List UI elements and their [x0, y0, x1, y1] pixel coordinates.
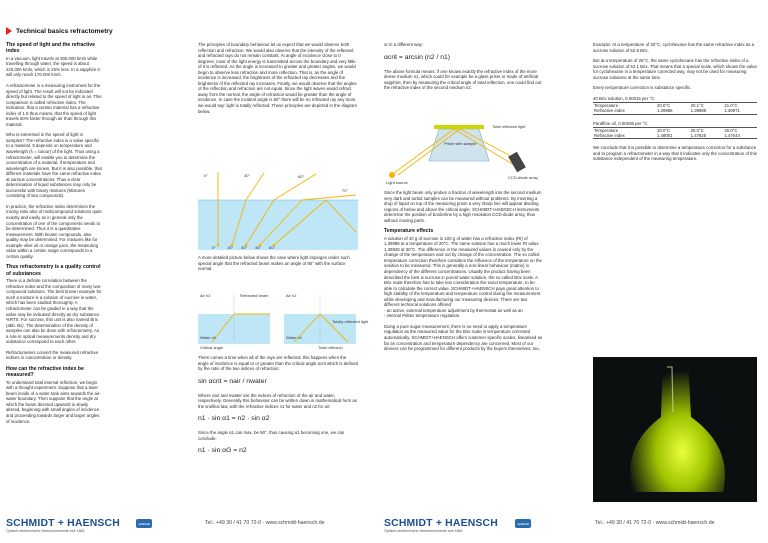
paragraph: We conclude that it is possible to determine a temperature correction for a substance and to program a refractometer in a way that it indicates only the concentration of this substance independent of the measuring temperature. [593, 145, 757, 162]
table-caption: 40 Brix solution, 0.00015 per °C [593, 95, 655, 101]
brand-tagline: Optisch-elektronische Messinstrumente seit 1864 [6, 529, 85, 533]
bullet: - internal Peltier temperature regulation. [384, 313, 461, 319]
paragraph: A solution of 40 g of sucrose in 100 g of water has a refractive index (RI) of 1.39986 at a temperature of 20°C. The same solution has a much lower RI value 1.39828 at 30°C. The difference in the measured values is caused only by the change of the temperature and not by change of the concentration. The so called temperature correction therefore considers the influence of the temperature on the solution to be measured. This is generally a non-linear behaviour (matrix) in dependency of the different concentrations. Usually the product having been described the best is sucrose in purest water solution, the so called Brix scale. A Brix scale therefore has to take into consideration the exact temperature, to be able to calculate the correct value. SCHMIDT+HAENSCH pays great attention to high stability of the temperature and temperature control during the measurement while developing and manufacturing our measuring devices. There are two different technical solutions offered: [384, 235, 542, 308]
heading-temperature: Temperature effects [384, 228, 434, 235]
fig-label: Prism with sample [444, 141, 477, 146]
angle-label: 0° [204, 173, 208, 178]
brand-name: SCHMIDT + HAENSCH [6, 518, 120, 529]
paragraph: In practice, the refractive index determines the mixing ratio also of multicompound solutions quite exactly and easily as in general only the concentration of one of the components needs to be determined. Thus it is a quantitative measurement. With known compounds, also quality may be determined. For mixtures like for example olive oil or orange juice, the measuring value within a certain range corresponds to a certain quality. [6, 203, 102, 259]
fig-label: CCD-diode array [508, 175, 539, 180]
formula-critical: sin αcrit = nair / nwater [198, 377, 267, 385]
paragraph: A refractometer is a measuring instrument for the speed of light. The result will not be indicated directly but related to the speed of light in air. This comparison is called refractive index. The indication, that a certain material has a refractive index of 1.5 thus means, that the speed of light travels 50% faster through air than through this material. [6, 83, 102, 127]
heading-speed: The speed of light and the refractive index [6, 42, 96, 55]
prism-diagram [384, 123, 544, 185]
column-3b [384, 190, 544, 357]
bullet: - an active, external temperature adjustment by thermostat as well as an [384, 307, 523, 313]
paragraph: To understand total internal reflection, we begin with a thought experiment. Suppose that a laser beam inside of a water tank aims towards the air-water boundary. Then suppose that the angle at which the beam directed upwards is slowly altered, beginning with small angles of incidence and proceeding towards larger and larger angles of incidence. [6, 379, 101, 424]
paragraph: There comes a time when all of the rays are reflected, this happens when the angle of incidence is equal to or greater than the critical angle αcrit which is defined by the ratio of the two indices of refraction: [198, 355, 358, 372]
fig-label: Totally reflected light [332, 319, 369, 324]
column-2b [198, 255, 358, 277]
angle-diagram [198, 170, 358, 250]
paragraph: A more detailed picture below shows the case where light impinges under such special angle that the refracted beam makes an angle of 90° with the surface normal. [198, 255, 350, 272]
paragraph: Refractometers convert the measured refractive indices in concentration or density. [6, 349, 98, 361]
fig-label: Total reflexion [318, 345, 343, 350]
paragraph: In a vacuum, light travels at 300.000 km/s while travelling through water, the speed is about 225.000 km/s, which is 25% less. In a sapphire it will only reach 170.000 km/s. [6, 55, 100, 78]
fig-label: Refracted beam [240, 293, 269, 298]
paragraph: But at a temperature of 25°C, the same cyclohexane has the refractive index of a sucrose solution of 52.1 Brix. That means that a special scale, which shows the value for cyclohexane in a temperature corrected way, may not be used for measuring sucrose solutions at the same time. [593, 58, 757, 80]
paragraph: Where nair and nwater are the indices of refraction of the air and water, respectively. Generally this behaviour can be written down in mathematical form as the snellius law, with the refractive indices n1 for water and n2 for air: [198, 392, 358, 409]
paragraph: Every temperature correction is substance specific. [593, 85, 692, 91]
footer-contact: Tel.: +49 30 / 41 70 72-0 · www.schmidt-haensch.de [595, 520, 715, 526]
column-3 [384, 42, 544, 96]
table-row: Refractive index 1.48001 1.47825 1.47644 [593, 133, 757, 139]
formula-snell: n1 · sin α1 = n2 · sin α2 [198, 415, 270, 423]
brand-logo-right [384, 518, 498, 534]
column-4 [593, 42, 757, 167]
axis-label: 0° [212, 245, 216, 250]
brand-logo-left [6, 518, 120, 534]
paragraph: Who is interested in the speed of light in samples? The refractive index is a value specific to a material. It depends on temperature and wavelength (λ = colour) of the light. Thus using a refractometer, will enable you to determine the concentration of a material, if temperature and wavelength are known. But it is also possible, that different materials have the same refractive index at various concentrations. Thus a clear determination of liquid substances may only be successful with binary mixtures (Mixtures consisting of two compounds). [6, 132, 102, 199]
angle-label: 30° [244, 173, 251, 178]
fig-label: Total reflected light [492, 124, 526, 129]
column-2 [198, 42, 358, 119]
paragraph: Since the light beam only probes a fraction of wavelength into the second medium very dark and turbid samples can be measured without problems. By inserting a drop of liquid on top of the measuring prism a very sharp line will appear dividing regions of below and above the critical angle. SCHMIDT+HAENSCH instruments determine the position of borderline by a high resolution CCD-diode array, thus without moving parts. [384, 190, 542, 223]
axis-label: 15° [227, 245, 234, 250]
page-title: Technical basics refractometry [6, 27, 113, 35]
heading-quality: Thus refractometry is a quality control of substances [6, 264, 101, 277]
formula-arcsin: αcrit = arcsin (n2 / n1) [384, 53, 451, 61]
red-arrow-icon [6, 27, 12, 35]
brand-badge-icon: schmidt [136, 519, 152, 528]
axis-label: 30° [241, 245, 248, 250]
fig-label: Water n1 [200, 335, 217, 340]
fig-label: Critical angle [200, 345, 224, 350]
table-row: Refractive index 1.39986 1.39985 1.39971 [593, 108, 757, 114]
axis-label: 60° [269, 245, 276, 250]
table-caption: Paraffine oil, 0.00036 per °C [593, 120, 648, 126]
fig-label: Water n1 [286, 335, 303, 340]
paragraph: There is a definite correlation between the refractive index and the composition of many two-compound solutions. The best known example for such a mixture is a solution of sucrose in water, which has been studied thoroughly. A refractometer can be graded in a way that the value may be indicated directly as dry substance %RTS. For sucrose, this unit is also named Brix (abb. Bx). The determination of the density of samples can also be done with refractometry. As a rule in optical measurements density and dry substance correspond to each other. [6, 278, 102, 345]
column-2c [198, 355, 358, 462]
paragraph: Example: At a temperature of 20°C, cyclohexane has the same refractive index as a sucrose solution of 52.9 Brix. [593, 42, 755, 53]
critical-angle-diagram [198, 290, 369, 350]
footer-contact: Tel.: +49 30 / 41 70 72-0 · www.schmidt-haensch.de [205, 520, 325, 526]
column-1 [6, 42, 102, 429]
angle-label: 70° [342, 188, 349, 193]
table-row: Temperature 20.0°C 25.0°C 30.0°C [593, 128, 757, 134]
formula-conclusion: n1 · sin αG = n2 [198, 447, 247, 455]
paragraph: Doing a pure sugar measurement, there is no need to apply a temperature regulation as the measured value for the Brix scale is temperature corrected automatically. SCHMIDT+HAENSCH offers customer specific scales, linearised as far as concentration and temperature dependency are concerned. Most of our devices can be programmed for different products by the buyers themselves, too. [384, 323, 543, 352]
paragraph: or in a different way: [384, 42, 424, 47]
brand-tagline: Optisch-elektronische Messinstrumente seit 1864 [384, 529, 463, 533]
flask-photo [593, 357, 757, 502]
heading-measure: How can the refractive index be measured? [6, 365, 84, 379]
angle-label: 60° [298, 174, 305, 179]
fig-label: Light source [386, 180, 408, 185]
axis-label: 45° [255, 245, 262, 250]
fig-label: Air n2 [286, 293, 297, 298]
paragraph: Since the angle α1 can max. be 90°, thus causing α1 becoming one, we can conclude: [198, 430, 345, 441]
table-row: Temperature 20.0°C 20.1°C 21.0°C [593, 103, 757, 109]
temperature-table-2 [593, 127, 757, 139]
brand-name: SCHMIDT + HAENSCH [384, 518, 498, 529]
brand-badge-icon: schmidt [515, 519, 531, 528]
temperature-table-1 [593, 102, 757, 114]
paragraph: The principles of boundary behaviour let us expect that we would observe both reflection and refraction. We would also observe that the intensity of the reflected and refracted rays do not remain constant. At angle of incidence close to 0 degrees, most of the light energy is transmitted across the boundary and very little of it is reflected. As the angle is increased to greater and greater angles, we would begin to observe less refraction and more reflection. That is, as the angle of incidence is increased, the brightness of the refracted ray decreases and the brightness of the reflected ray increases. Finally, we would observe that the angles of the reflection and refraction are not equal. Since the light waves would refract away from the normal, the angle of refraction would be greater than the angle of incidence. In case the incident angle is 60° there will be no refracted ray any more, we would say: light is totally reflected. These principles are depicted in the diagram below. [198, 42, 358, 114]
fig-label: Air n2 [200, 293, 211, 298]
paragraph: The above formula means: if one knows exactly the refractive index of the more dense medium n1, which could for example be a glass prism or made of artificial sapphire, then by measuring the critical angle of total reflection, one could find out the refractive index of the second medium n2. [384, 68, 542, 91]
